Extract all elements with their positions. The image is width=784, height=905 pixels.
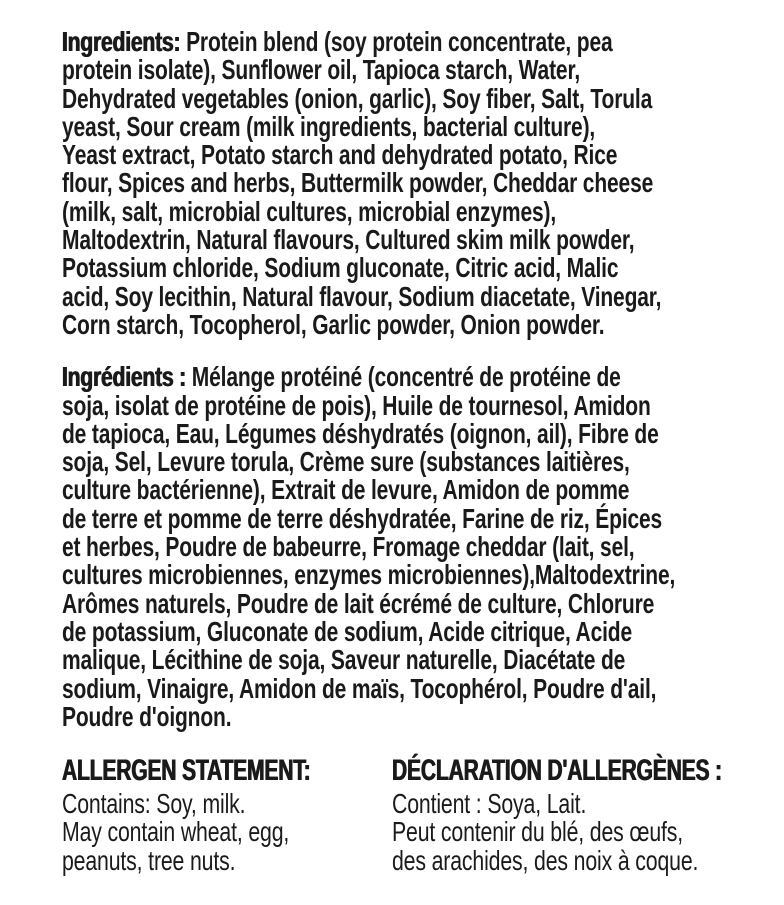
ingredients-english-label: Ingredients:	[62, 26, 181, 57]
text-line: et herbes, Poudre de babeurre, Fromage cheddar (lait, sel,	[62, 531, 635, 563]
text-line: Poudre d'oignon.	[62, 700, 232, 732]
text-line: malique, Lécithine de soja, Saveur naturelle, Diacétate de	[62, 644, 626, 676]
ingredients-french-paragraph	[62, 363, 784, 731]
text-line: Potassium chloride, Sodium gluconate, Citric acid, Malic	[62, 252, 619, 284]
allergen-lines-english	[62, 790, 392, 875]
text-line: Yeast extract, Potato starch and dehydrated potato, Rice	[62, 139, 618, 171]
text-line: des arachides, des noix à coque.	[392, 844, 699, 876]
text-line: (milk, salt, microbial cultures, microbial enzymes),	[62, 195, 557, 227]
ingredients-english-first-line	[62, 26, 613, 57]
text-line: yeast, Sour cream (milk ingredients, bacterial culture),	[62, 110, 596, 142]
text-line: sodium, Vinaigre, Amidon de maïs, Tocophérol, Poudre d'ail,	[62, 672, 657, 704]
text-line: Peut contenir du blé, des œufs,	[392, 816, 684, 848]
ingredients-french-lines	[62, 389, 784, 732]
text-line: Maltodextrin, Natural flavours, Cultured skim milk powder,	[62, 224, 635, 256]
text-line: de potassium, Gluconate de sodium, Acide citrique, Acide	[62, 615, 632, 647]
text-line: culture bactérienne), Extrait de levure, Amidon de pomme	[62, 474, 630, 506]
text-line: Contient : Soya, Lait.	[392, 788, 587, 820]
ingredients-english-paragraph	[62, 28, 784, 339]
text-line: Arômes naturels, Poudre de lait écrémé de culture, Chlorure	[62, 587, 655, 619]
text-line: peanuts, tree nuts.	[62, 844, 236, 876]
ingredients-english-first-line-text: Protein blend (soy protein concentrate, pea	[186, 26, 613, 57]
text-line: cultures microbiennes, enzymes microbiennes),Maltodextrine,	[62, 559, 676, 591]
allergen-statement-french	[392, 756, 784, 875]
allergen-section	[62, 756, 784, 875]
text-line: flour, Spices and herbs, Buttermilk powder, Cheddar cheese	[62, 167, 654, 199]
text-line: soja, isolat de protéine de pois), Huile de tournesol, Amidon	[62, 389, 651, 421]
text-line: acid, Soy lecithin, Natural flavour, Sodium diacetate, Vinegar,	[62, 280, 662, 312]
text-line: Corn starch, Tocopherol, Garlic powder, Onion powder.	[62, 308, 605, 340]
ingredients-french-label: Ingrédients :	[62, 361, 187, 393]
allergen-statement-english	[62, 756, 392, 875]
text-line: Dehydrated vegetables (onion, garlic), Soy fiber, Salt, Torula	[62, 82, 653, 114]
allergen-heading-french: DÉCLARATION D'ALLERGÈNES :	[392, 754, 722, 788]
text-line: protein isolate), Sunflower oil, Tapioca starch, Water,	[62, 54, 581, 86]
allergen-heading-english: ALLERGEN STATEMENT:	[62, 754, 311, 788]
text-line: de terre et pomme de terre déshydratée, Farine de riz, Épices	[62, 502, 663, 534]
ingredients-french-first-line-text: Mélange protéiné (concentré de protéine de	[191, 361, 621, 393]
text-line: soja, Sel, Levure torula, Crème sure (substances laitières,	[62, 446, 630, 478]
allergen-lines-french	[392, 790, 784, 875]
ingredients-english-lines	[62, 56, 784, 339]
text-line: de tapioca, Eau, Légumes déshydratés (oignon, ail), Fibre de	[62, 417, 659, 449]
ingredients-french-first-line	[62, 361, 621, 393]
text-line: Contains: Soy, milk.	[62, 788, 246, 820]
text-line: May contain wheat, egg,	[62, 816, 290, 848]
